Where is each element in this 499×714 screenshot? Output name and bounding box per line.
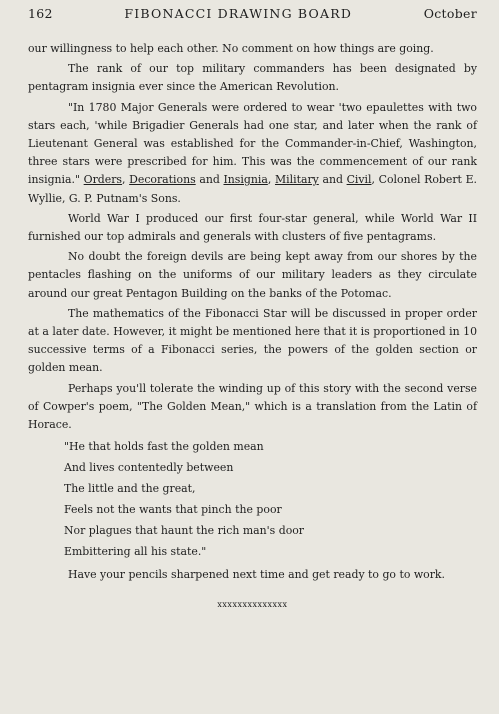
paragraph-5: No doubt the foreign devils are being kept away from our shores by the pentacles flashing on the uniforms of our military leaders as they circulate around our great Pentagon Building on the banks of the Potomac. (28, 250, 477, 300)
poem-line: Embittering all his state." (64, 545, 207, 559)
conjunction: and (318, 173, 347, 187)
quote-text: "In 1780 Major Generals were ordered to wear 'two epaulettes with two stars each, 'while Brigadier Generals had one star, and later when the rank of Lieutenant General was established for the Commander-in-Chief, Washington, three stars were prescribed for him. This was the commencement of our rank insignia." (28, 100, 477, 187)
book-title-orders: Orders (83, 173, 123, 187)
running-title: FIBONACCI DRAWING BOARD (124, 6, 353, 21)
comma: , (267, 173, 275, 187)
citation-rest: , Colonel Robert E. Wyllie, G. P. Putnam's Sons. (28, 173, 477, 205)
section-separator: xxxxxxxxxxxxxx (217, 600, 288, 610)
book-title-insignia: Insignia (223, 173, 268, 187)
paragraph-4: World War I produced our first four-star general, while World War II furnished our top admirals and generals with clusters of five pentagrams. (28, 211, 477, 244)
poem-line: And lives contentedly between (64, 461, 234, 475)
page-number: 162 (28, 6, 53, 21)
article-body (28, 40, 477, 615)
poem-line: Nor plagues that haunt the rich man's door (64, 524, 305, 538)
poem-verse (64, 436, 477, 562)
page-header (28, 6, 477, 28)
poem-line: Feels not the wants that pinch the poor (64, 503, 282, 517)
paragraph-6: The mathematics of the Fibonacci Star will be discussed in proper order at a later date. However, it might be mentioned here that it is proportioned in 10 successive terms of a Fibonacci series, the powers of the golden section or golden mean. (28, 306, 477, 375)
closing-paragraph: Have your pencils sharpened next time and get ready to go to work. (68, 568, 445, 582)
paragraph-7: Perhaps you'll tolerate the winding up of this story with the second verse of Cowper's poem, "The Golden Mean," which is a translation from the Latin of Horace. (28, 381, 477, 432)
issue-month: October (423, 6, 477, 21)
book-title-civil: Civil (346, 173, 372, 187)
paragraph-3-quote (28, 99, 477, 208)
paragraph-1: our willingness to help each other. No comment on how things are going. (28, 42, 434, 55)
conjunction: and (195, 173, 224, 187)
book-title-military: Military (274, 173, 319, 187)
comma: , (122, 173, 130, 187)
poem-line: The little and the great, (64, 482, 196, 496)
book-title-decorations: Decorations (129, 173, 196, 187)
paragraph-2: The rank of our top military commanders has been designated by pentagram insignia ever since the American Revolution. (28, 62, 477, 94)
poem-line: "He that holds fast the golden mean (64, 440, 264, 454)
